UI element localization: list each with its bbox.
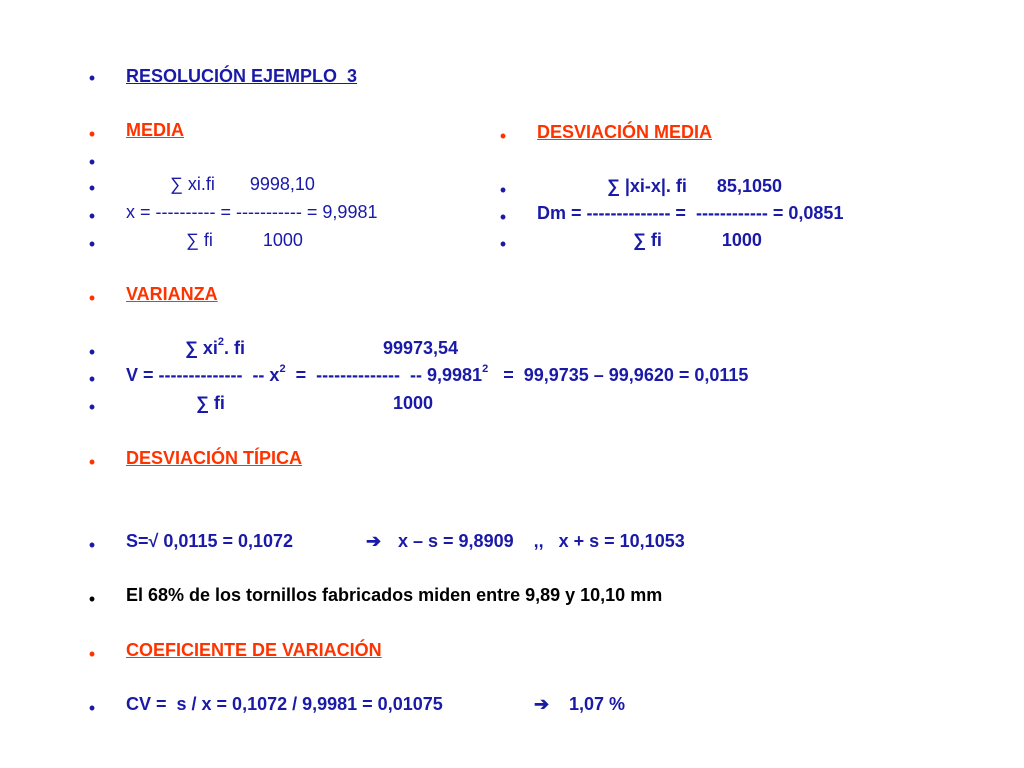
bullet: • xyxy=(88,589,96,609)
bullet: • xyxy=(499,126,507,146)
media-numerator: ∑ xi.fi 9998,10 xyxy=(170,174,315,194)
desviacion-media-numerator: ∑ |xi-x|. fi 85,1050 xyxy=(607,176,782,196)
bullet: • xyxy=(88,535,96,555)
bullet: • xyxy=(499,207,507,227)
superscript: 2 xyxy=(279,363,286,375)
arrow-right-icon: ➔ xyxy=(534,694,550,714)
bullet: • xyxy=(88,152,96,172)
coeficiente-heading: COEFICIENTE DE VARIACIÓN xyxy=(126,640,382,660)
bullet: • xyxy=(88,342,96,362)
bullet: • xyxy=(88,644,96,664)
bullet: • xyxy=(88,124,96,144)
varianza-formula-text: = 99,9735 – 99,9620 = 0,0115 xyxy=(488,365,749,385)
bullet: • xyxy=(88,369,96,389)
desviacion-media-heading: DESVIACIÓN MEDIA xyxy=(537,122,713,142)
desviacion-tipica-result: S=√ 0,0115 = 0,1072 xyxy=(126,531,294,551)
bullet: • xyxy=(499,180,507,200)
media-formula: x = ---------- = ----------- = 9,9981 xyxy=(126,202,378,222)
bullet: • xyxy=(88,288,96,308)
varianza-formula-text: = -------------- -- 9,9981 xyxy=(285,365,483,385)
varianza-formula-text: V = -------------- -- x xyxy=(126,365,280,385)
varianza-den-value: 1000 xyxy=(393,393,434,413)
coeficiente-result: 1,07 % xyxy=(569,694,626,714)
varianza-num-text: . fi xyxy=(223,338,245,358)
varianza-num-text: ∑ xi xyxy=(185,338,218,358)
arrow-right-icon: ➔ xyxy=(366,531,382,551)
varianza-numerator xyxy=(185,338,245,359)
media-heading: MEDIA xyxy=(126,120,184,140)
superscript: 2 xyxy=(217,336,224,348)
varianza-num-value: 99973,54 xyxy=(383,338,459,358)
bullet: • xyxy=(88,452,96,472)
coeficiente-formula: CV = s / x = 0,1072 / 9,9981 = 0,01075 xyxy=(126,694,443,714)
varianza-heading: VARIANZA xyxy=(126,284,218,304)
bullet: • xyxy=(88,234,96,254)
conclusion-text: El 68% de los tornillos fabricados miden entre 9,89 y 10,10 mm xyxy=(126,585,663,605)
desviacion-media-denominator: ∑ fi 1000 xyxy=(633,230,762,250)
desviacion-tipica-heading: DESVIACIÓN TÍPICA xyxy=(126,448,303,468)
bullet: • xyxy=(88,698,96,718)
bullet: • xyxy=(88,397,96,417)
varianza-formula xyxy=(126,365,748,386)
varianza-denominator: ∑ fi xyxy=(196,393,225,413)
bullet: • xyxy=(88,206,96,226)
desviacion-media-formula: Dm = -------------- = ------------ = 0,0851 xyxy=(537,203,844,223)
media-denominator: ∑ fi 1000 xyxy=(186,230,303,250)
superscript: 2 xyxy=(482,363,489,375)
page-title: RESOLUCIÓN EJEMPLO 3 xyxy=(126,66,358,86)
bullet: • xyxy=(88,178,96,198)
desviacion-tipica-interval: x – s = 9,8909 ,, x + s = 10,1053 xyxy=(398,531,685,551)
bullet: • xyxy=(499,234,507,254)
bullet: • xyxy=(88,68,96,88)
